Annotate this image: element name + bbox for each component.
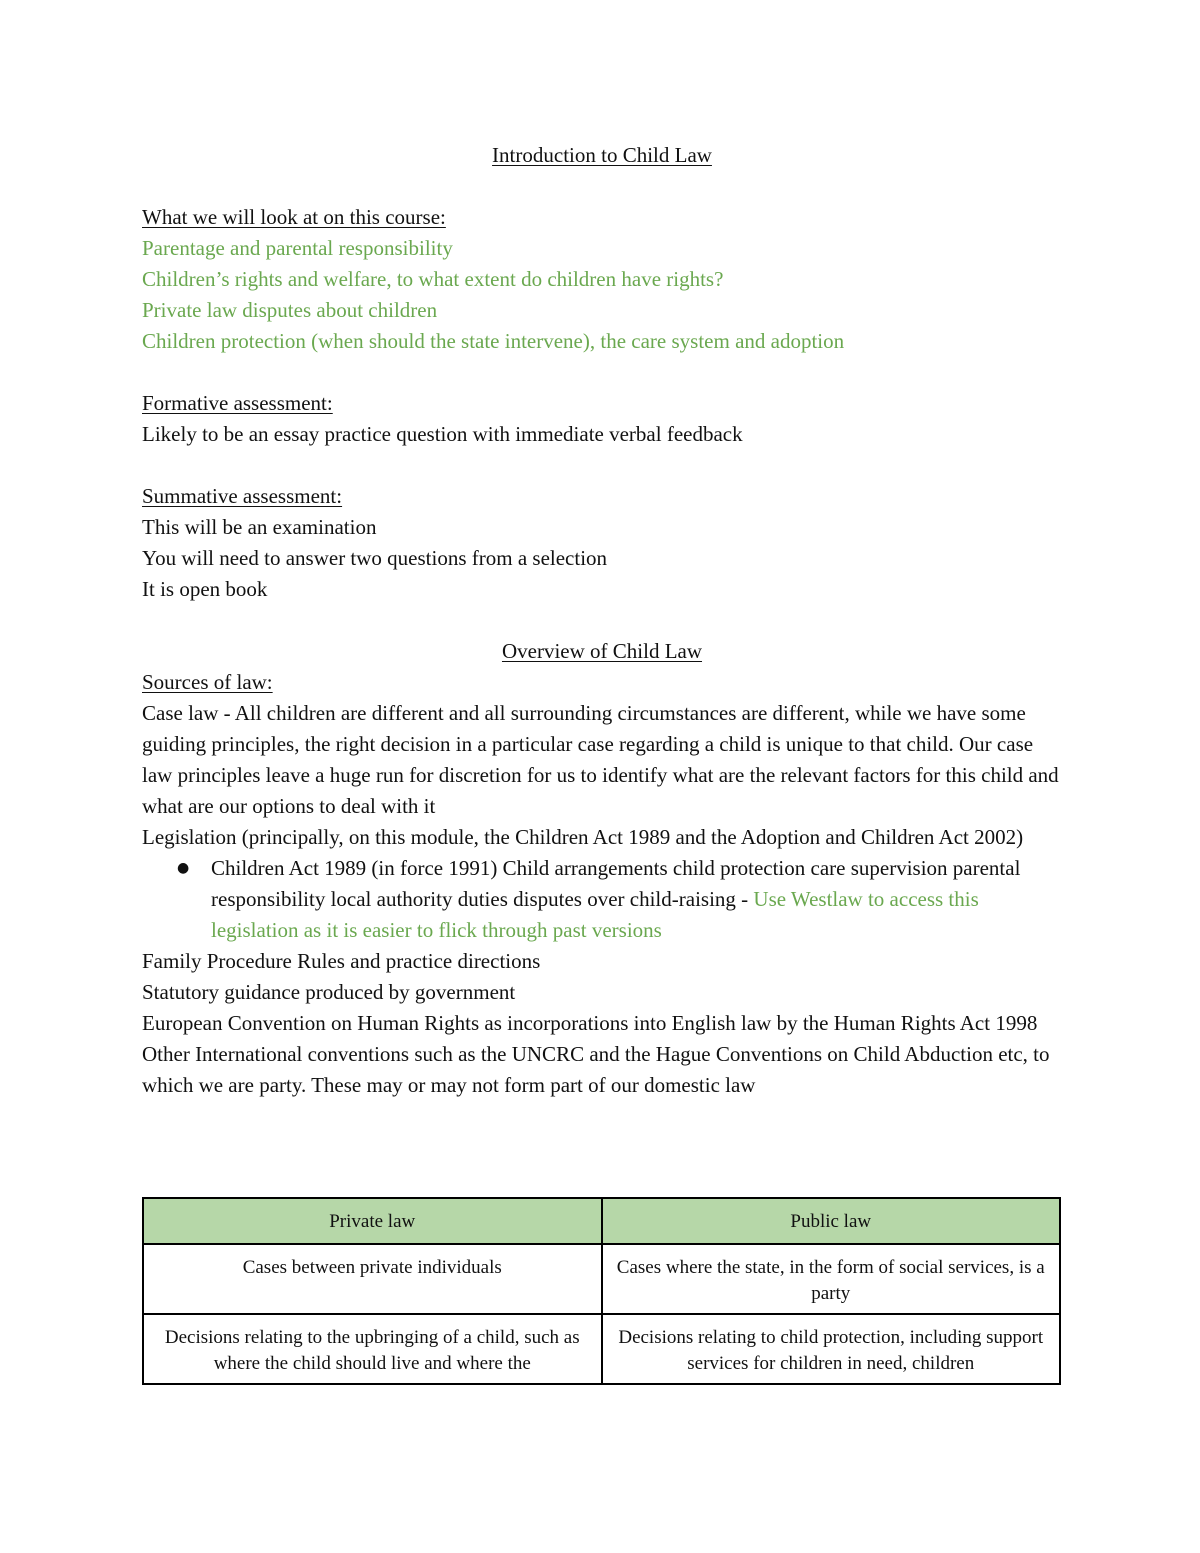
spacer (142, 357, 1062, 388)
table-header-public: Public law (602, 1198, 1061, 1244)
formative-text: Likely to be an essay practice question with immediate verbal feedback (142, 422, 743, 446)
table-header-private: Private law (143, 1198, 602, 1244)
westlaw-note: Use Westlaw to access this legislation as it is easier to flick through past versions (211, 887, 979, 942)
legislation-bullet (142, 853, 1062, 946)
spacer (142, 450, 1062, 481)
bullet-icon: ● (177, 860, 190, 876)
law-comparison-table (142, 1197, 1061, 1385)
source-item: Family Procedure Rules and practice directions (142, 949, 541, 973)
table-row (143, 1244, 1060, 1314)
summative-line: It is open book (142, 577, 268, 601)
sources-heading: Sources of law: (142, 670, 273, 694)
course-item: Parentage and parental responsibility (142, 236, 453, 260)
source-item: Other International conventions such as the UNCRC and the Hague Conventions on Child Abduction etc, to which we are party. These may or may not form part of our domestic law (142, 1042, 1050, 1097)
summative-heading: Summative assessment: (142, 484, 343, 508)
spacer (142, 171, 1062, 202)
overview-title: Overview of Child Law (501, 639, 703, 663)
course-item: Children’s rights and welfare, to what extent do children have rights? (142, 267, 724, 291)
source-item: Statutory guidance produced by government (142, 980, 516, 1004)
course-item: Private law disputes about children (142, 298, 438, 322)
table-cell: Cases between private individuals (143, 1244, 602, 1314)
formative-heading: Formative assessment: (142, 391, 333, 415)
course-heading: What we will look at on this course: (142, 205, 446, 229)
table-cell: Cases where the state, in the form of social services, is a party (602, 1244, 1061, 1314)
document-title: Introduction to Child Law (492, 143, 712, 167)
legislation-paragraph: Legislation (principally, on this module, the Children Act 1989 and the Adoption and Children Act 2002) (142, 825, 1024, 849)
document-body (142, 140, 1062, 1101)
table-cell: Decisions relating to child protection, including support services for children in need, children (602, 1314, 1061, 1384)
table-header-row (143, 1198, 1060, 1244)
source-item: European Convention on Human Rights as incorporations into English law by the Human Rights Act 1998 (142, 1011, 1038, 1035)
course-item: Children protection (when should the state intervene), the care system and adoption (142, 329, 845, 353)
table-row (143, 1314, 1060, 1384)
bullet-text: Children Act 1989 (in force 1991) Child arrangements child protection care supervision parental responsibility local authority duties disputes over child-raising - (211, 856, 1021, 911)
table-cell: Decisions relating to the upbringing of a child, such as where the child should live and where the (143, 1314, 602, 1384)
spacer (142, 605, 1062, 636)
case-law-paragraph: Case law - All children are different and all surrounding circumstances are different, while we have some guiding principles, the right decision in a particular case regarding a child is unique to that child. Our case law principles leave a huge run for discretion for us to identify what are the relevant factors for this child and what are our options to deal with it (142, 701, 1059, 818)
summative-line: You will need to answer two questions from a selection (142, 546, 608, 570)
summative-line: This will be an examination (142, 515, 377, 539)
